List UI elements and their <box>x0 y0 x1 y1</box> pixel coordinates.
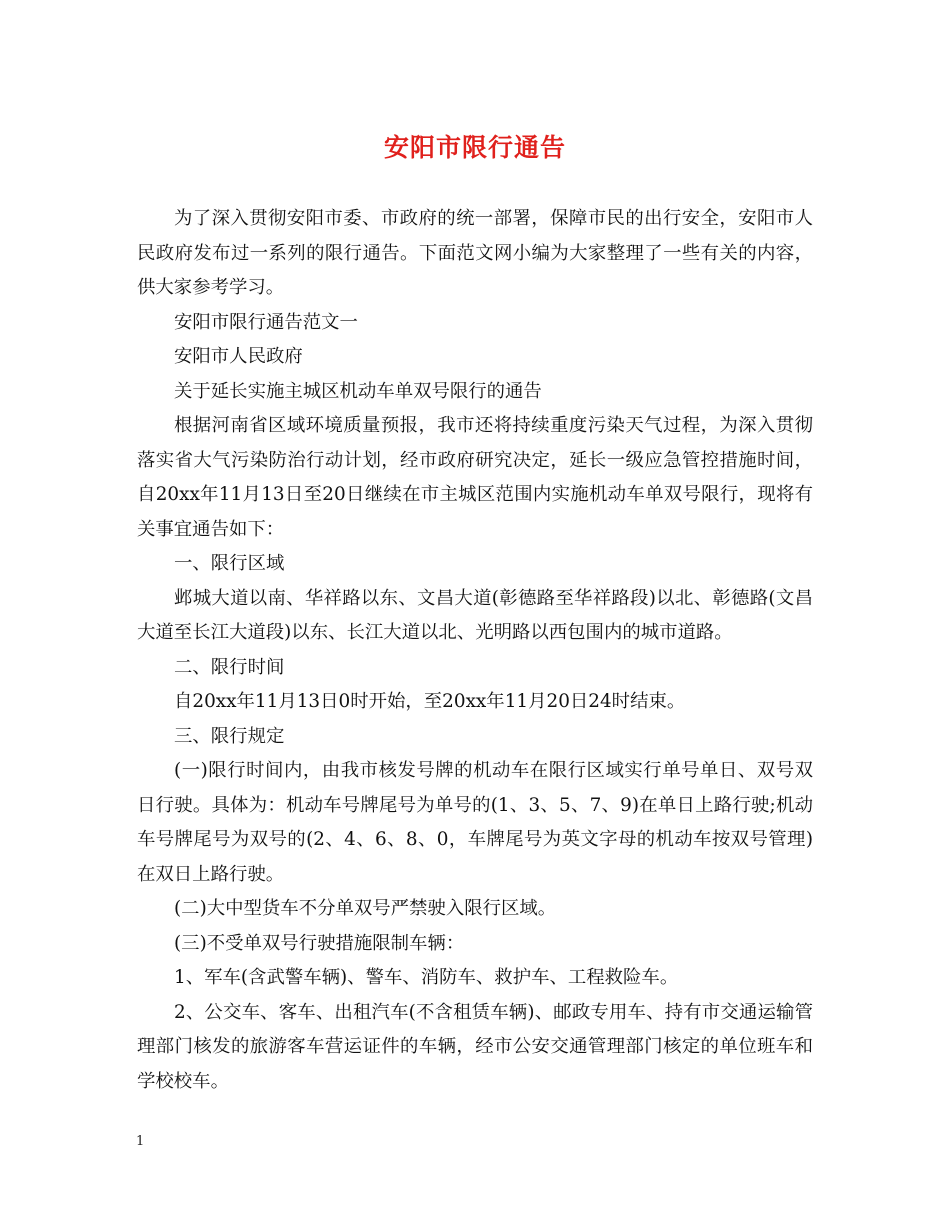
rule-2-paragraph: (二)大中型货车不分单双号严禁驶入限行区域。 <box>174 898 557 919</box>
issuer-line: 安阳市人民政府 <box>174 346 303 367</box>
section-heading-area: 一、限行区域 <box>174 553 285 574</box>
section-heading-time: 二、限行时间 <box>174 656 285 678</box>
rule-3-paragraph: (三)不受单双号行驶措施限制车辆： <box>174 932 465 954</box>
exempt-item-1: 1、军车(含武警车辆)、警车、消防车、救护车、工程救险车。 <box>174 967 679 988</box>
document-body <box>137 202 813 1099</box>
page-number: 1 <box>136 1134 145 1149</box>
intro-paragraph: 为了深入贯彻安阳市委、市政府的统一部署，保障市民的出行安全，安阳市人民政府发布过一系列的限行通告。下面范文网小编为大家整理了一些有关的内容，供大家参考学习。 <box>137 208 813 298</box>
rule-1-paragraph: (一)限行时间内，由我市核发号牌的机动车在限行区域实行单号单日、双号双日行驶。具体为：机动车号牌尾号为单号的(1、3、5、7、9)在单日上路行驶;机动车号牌尾号为双号的(2、4、6、8、0，车牌尾号为英文字母的机动车按双号管理)在双日上路行驶。 <box>137 760 813 885</box>
notice-preamble: 根据河南省区域环境质量预报，我市还将持续重度污染天气过程，为深入贯彻落实省大气污染防治行动计划，经市政府研究决定，延长一级应急管控措施时间，自20xx年11月13日至20日继续在市主城区范围内实施机动车单双号限行，现将有关事宜通告如下： <box>137 415 813 540</box>
restriction-time-paragraph: 自20xx年11月13日0时开始，至20xx年11月20日24时结束。 <box>174 691 686 712</box>
exempt-item-2: 2、公交车、客车、出租汽车(不含租赁车辆)、邮政专用车、持有市交通运输管理部门核发的旅游客车营运证件的车辆，经市公安交通管理部门核定的单位班车和学校校车。 <box>137 1001 813 1092</box>
notice-title: 关于延长实施主城区机动车单双号限行的通告 <box>174 380 542 402</box>
document-title: 安阳市限行通告 <box>383 133 566 162</box>
restricted-area-paragraph: 邺城大道以南、华祥路以东、文昌大道(彰德路至华祥路段)以北、彰德路(文昌大道至长江大道段)以东、长江大道以北、光明路以西包围内的城市道路。 <box>137 587 813 643</box>
sample-heading: 安阳市限行通告范文一 <box>174 311 358 333</box>
section-heading-rules: 三、限行规定 <box>174 725 285 747</box>
